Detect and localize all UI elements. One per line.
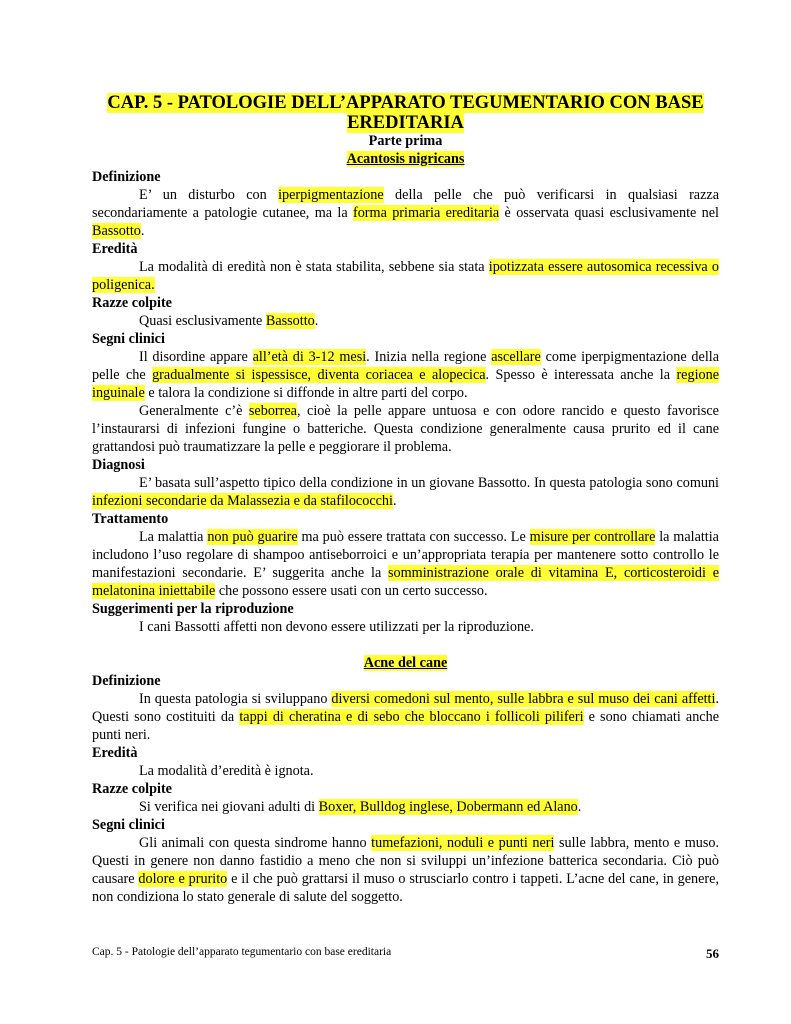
heading-eredita-acne: Eredità: [92, 745, 138, 761]
paragraph-razze-colpite: Quasi esclusivamente Bassotto.: [139, 313, 319, 329]
heading-definizione-acne: Definizione: [92, 673, 161, 689]
paragraph-definizione-acne: In questa patologia si sviluppano diversi comedoni sul mento, sulle labbra e sul muso dei cani affetti. Questi sono costituiti da tappi di cheratina e di sebo che bloccano i follicoli piliferi e sono chiamati anche punti neri.: [92, 691, 719, 743]
heading-diagnosi: Diagnosi: [92, 457, 145, 473]
heading-segni-clinici-acne: Segni clinici: [92, 817, 165, 833]
section-title-acantosis: Acantosis nigricans: [346, 151, 465, 167]
heading-segni-clinici: Segni clinici: [92, 331, 165, 347]
paragraph-razze-colpite-acne: Si verifica nei giovani adulti di Boxer, Bulldog inglese, Dobermann ed Alano.: [139, 799, 582, 815]
heading-riproduzione: Suggerimenti per la riproduzione: [92, 601, 294, 617]
heading-razze-colpite: Razze colpite: [92, 295, 172, 311]
paragraph-segni-clinici-2: Generalmente c’è seborrea, cioè la pelle appare untuosa e con odore rancido e questo favorisce l’instaurarsi di infezioni fungine o batteriche. Questa condizione generalmente causa prurito ed il cane grattandosi può traumatizzare la pelle e peggiorare il problema.: [92, 403, 719, 455]
paragraph-diagnosi: E’ basata sull’aspetto tipico della condizione in un giovane Bassotto. In questa patologia sono comuni infezioni secondarie da Malassezia e da stafilococchi.: [92, 475, 719, 509]
heading-razze-colpite-acne: Razze colpite: [92, 781, 172, 797]
page-number: 56: [706, 946, 719, 961]
paragraph-riproduzione: I cani Bassotti affetti non devono essere utilizzati per la riproduzione.: [139, 619, 534, 635]
title-line-1: CAP. 5 - PATOLOGIE DELL’APPARATO TEGUMENTARIO CON BASE: [107, 93, 704, 113]
paragraph-eredita: La modalità di eredità non è stata stabilita, sebbene sia stata ipotizzata essere autosomica recessiva o poligenica.: [92, 259, 720, 293]
chapter-title: [92, 93, 719, 133]
heading-definizione: Definizione: [92, 169, 161, 185]
paragraph-segni-clinici-acne: Gli animali con questa sindrome hanno tumefazioni, noduli e punti neri sulle labbra, mento e muso. Questi in genere non danno fastidio a meno che non si sviluppi un’infezione batterica secondaria. Ciò può causare dolore e prurito e il che può grattarsi il muso o strusciarlo contro i tappeti. L’acne del cane, in genere, non condiziona lo stato generale di salute del soggetto.: [92, 835, 719, 905]
heading-eredita: Eredità: [92, 241, 138, 257]
paragraph-segni-clinici-1: Il disordine appare all’età di 3-12 mesi. Inizia nella regione ascellare come iperpigmentazione della pelle che gradualmente si ispessisce, diventa coriacea e alopecica. Spesso è interessata anche la regione inguinale e talora la condizione si diffonde in altre parti del corpo.: [92, 349, 719, 401]
paragraph-trattamento: La malattia non può guarire ma può essere trattata con successo. Le misure per controllare la malattia includono l’uso regolare di shampoo antiseborroici e un’appropriata terapia per mantenere sotto controllo le manifestazioni secondarie. E’ suggerita anche la somministrazione orale di vitamina E, corticosteroidi e melatonina iniettabile che possono essere usati con un certo successo.: [92, 529, 719, 599]
section-title-acne: Acne del cane: [363, 655, 448, 671]
document-page: [92, 93, 719, 906]
paragraph-definizione: E’ un disturbo con iperpigmentazione della pelle che può verificarsi in qualsiasi razza secondariamente a patologie cutanee, ma la forma primaria ereditaria è osservata quasi esclusivamente nel Bassotto.: [92, 187, 719, 239]
page-footer: [92, 946, 719, 961]
footer-text: Cap. 5 - Patologie dell’apparato tegumentario con base ereditaria: [92, 946, 392, 958]
part-label: Parte prima: [368, 133, 443, 149]
heading-trattamento: Trattamento: [92, 511, 169, 527]
paragraph-eredita-acne: La modalità d’eredità è ignota.: [139, 763, 314, 779]
title-line-2: EREDITARIA: [347, 113, 464, 133]
